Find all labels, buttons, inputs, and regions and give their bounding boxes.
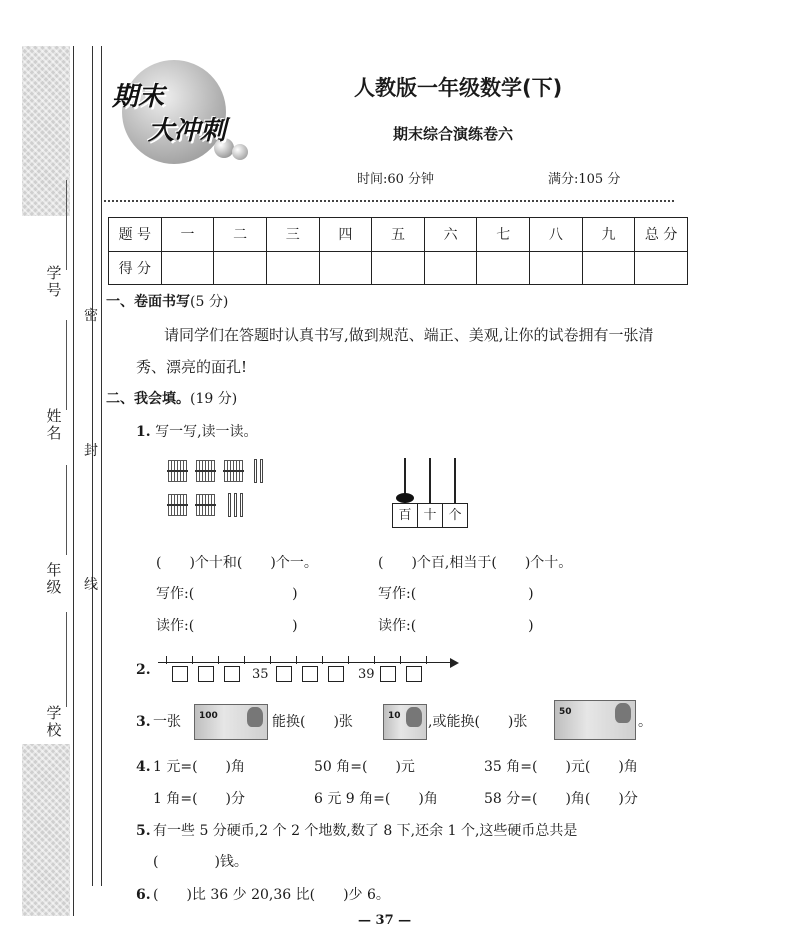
score-col: 四 [319,218,372,252]
number-line-label-39: 39 [358,667,375,682]
tick [244,656,245,664]
student-id-label: 学号 [46,264,62,299]
q2-number: 2. [136,662,151,678]
score-table-header-label: 题 号 [109,218,162,252]
school-label: 学校 [46,704,62,739]
score-col: 二 [214,218,267,252]
q4-number: 4. [136,759,151,775]
number-line-answer-box[interactable] [302,666,318,682]
logo-circle-small-2 [232,144,248,160]
tick [270,656,271,664]
q1-text: 写一写,读一读。 [155,424,258,440]
q1-read-right[interactable]: 读作:( ) [378,618,534,634]
number-line-answer-box[interactable] [276,666,292,682]
seal-feng: 封 [84,443,98,459]
q3-text-1: 一张 [153,714,181,730]
stick-bundle-icon [224,460,243,482]
stick-bundle-icon [196,494,215,516]
number-line-answer-box[interactable] [380,666,396,682]
q5-text-line1: 有一些 5 分硬币,2 个 2 个地数,数了 8 下,还余 1 个,这些硬币总共是 [153,823,578,839]
score-col: 五 [372,218,425,252]
tick [192,656,193,664]
banknote-50-icon [554,700,636,740]
section1-text-line1: 请同学们在答题时认真书写,做到规范、端正、美观,让你的试卷拥有一张清 [164,326,654,344]
q1-read-left[interactable]: 读作:( ) [156,618,298,634]
number-line-answer-box[interactable] [172,666,188,682]
abacus-label-ones: 个 [448,508,462,523]
q4-r1c3[interactable]: 35 角=( )元( )角 [484,759,638,775]
score-cell[interactable] [161,251,214,285]
portrait-icon [247,707,263,727]
q4-r2c2[interactable]: 6 元 9 角=( )角 [314,791,438,807]
tick [374,656,375,664]
q1-write-right[interactable]: 写作:( ) [378,586,534,602]
section1-heading-row [106,293,228,311]
grade-line [66,465,67,555]
single-stick-icon [260,459,263,483]
tick [296,656,297,664]
student-id-line [66,180,67,270]
stick-bundle-icon [196,460,215,482]
score-col: 三 [266,218,319,252]
score-cell[interactable] [266,251,319,285]
q6-text[interactable]: ( )比 36 少 20,36 比( )少 6。 [153,887,390,903]
exam-full-score: 满分:105 分 [548,172,621,187]
score-col: 八 [530,218,583,252]
abacus-rod-ones [454,458,456,504]
q1-stick-bundles [164,456,274,526]
q3-text-2[interactable]: 能换( )张 [272,714,353,730]
single-stick-icon [254,459,257,483]
q4-r1c1[interactable]: 1 元=( )角 [153,759,246,775]
banknote-50-value: 50 [559,707,572,717]
page-subtitle: 期末综合演练卷六 [393,125,514,143]
name-label: 姓名 [46,407,62,442]
abacus-base [392,503,468,528]
dotted-divider [104,200,674,202]
single-stick-icon [240,493,243,517]
q3-text-4: 。 [638,714,652,730]
stick-bundle-icon [168,460,187,482]
q5-number: 5. [136,823,151,839]
page-title: 人教版一年级数学(下) [354,76,563,100]
q2-number-line [158,652,462,688]
q1-abacus [390,456,470,528]
q1-prompt [136,423,258,441]
score-col: 总 分 [635,218,688,252]
score-table-score-label: 得 分 [109,251,162,285]
number-line-arrow-icon [450,658,459,668]
number-line-answer-box[interactable] [224,666,240,682]
q3-number: 3. [136,714,151,730]
score-cell[interactable] [582,251,635,285]
tick [322,656,323,664]
q4-r1c2[interactable]: 50 角=( )元 [314,759,415,775]
exam-time: 时间:60 分钟 [357,172,435,187]
q1-write-left[interactable]: 写作:( ) [156,586,298,602]
abacus-rod-tens [429,458,431,504]
seal-line-left [92,46,93,886]
score-col: 七 [477,218,530,252]
score-cell[interactable] [530,251,583,285]
tick [166,656,167,664]
grade-label: 年级 [46,561,62,596]
binding-strip-bottom [22,744,70,916]
number-line-axis [158,662,452,663]
tick [348,656,349,664]
seal-mi: 密 [84,308,98,324]
score-cell[interactable] [372,251,425,285]
binding-edge-line [73,46,74,916]
school-line [66,612,67,707]
q4-r2c1[interactable]: 1 角=( )分 [153,791,246,807]
score-col: 六 [424,218,477,252]
portrait-icon [615,703,631,723]
abacus-label-hundreds: 百 [393,504,418,527]
number-line-answer-box[interactable] [198,666,214,682]
score-cell[interactable] [214,251,267,285]
section1-points: (5 分) [190,294,229,310]
section2-heading-row [106,390,237,408]
logo [108,58,258,168]
seal-line-right [101,46,102,886]
tick [426,656,427,664]
seal-xian: 线 [84,577,98,593]
portrait-icon [406,707,422,727]
q3-text-3[interactable]: ,或能换( )张 [428,714,528,730]
score-cell[interactable] [424,251,477,285]
q5-text-line2[interactable]: ( )钱。 [153,854,248,870]
score-col: 九 [582,218,635,252]
stick-bundle-icon [168,494,187,516]
banknote-100-icon [194,704,268,740]
q1-right-blank[interactable]: ( )个百,相当于( )个十。 [378,555,573,571]
q1-left-blank[interactable]: ( )个十和( )个一。 [156,555,318,571]
q1-number: 1. [136,424,151,440]
section2-points: (19 分) [190,391,238,407]
score-table [108,217,688,285]
logo-text-2: 大冲刺 [148,116,227,146]
number-line-answer-box[interactable] [328,666,344,682]
number-line-label-35: 35 [252,667,269,682]
single-stick-icon [234,493,237,517]
tick [400,656,401,664]
banknote-10-value: 10 [388,711,401,721]
single-stick-icon [228,493,231,517]
banknote-10-icon [383,704,427,740]
binding-strip-top [22,46,70,216]
logo-text-1: 期末 [112,82,165,112]
page-number: — 37 — [358,913,412,928]
name-line [66,320,67,410]
score-cell[interactable] [319,251,372,285]
section2-heading: 二、我会填。 [106,391,190,407]
banknote-100-value: 100 [199,711,218,721]
section1-text-line2: 秀、漂亮的面孔! [136,358,248,376]
number-line-answer-box[interactable] [406,666,422,682]
abacus-bead [396,493,414,503]
score-table-header-row [109,218,688,252]
score-col: 一 [161,218,214,252]
q6-number: 6. [136,887,151,903]
abacus-label-tens: 十 [418,504,443,527]
score-table-score-row [109,251,688,285]
q4-r2c3[interactable]: 58 分=( )角( )分 [484,791,638,807]
section1-heading: 一、卷面书写 [106,294,190,310]
tick [218,656,219,664]
score-cell[interactable] [477,251,530,285]
score-cell[interactable] [635,251,688,285]
